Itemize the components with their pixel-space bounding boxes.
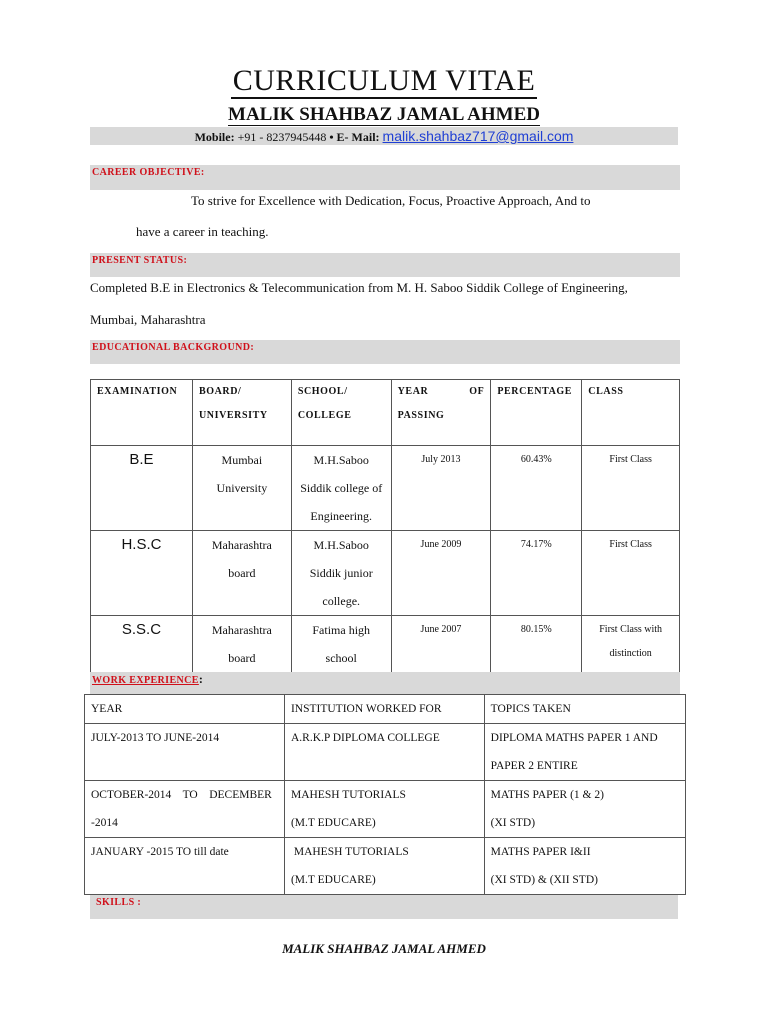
board-cell: Maharashtra board xyxy=(192,616,291,673)
percentage-cell: 74.17% xyxy=(491,531,582,616)
institution-cell: MAHESH TUTORIALS (M.T EDUCARE) xyxy=(284,838,484,895)
table-row xyxy=(91,616,680,673)
school-cell: M.H.Saboo Siddik college of Engineering. xyxy=(291,446,391,531)
email-label: E- Mail: xyxy=(336,130,380,144)
institution-cell: A.R.K.P DIPLOMA COLLEGE xyxy=(284,724,484,781)
career-objective-line1: To strive for Excellence with Dedication, Focus, Proactive Approach, And to xyxy=(191,193,591,208)
email-link[interactable]: malik.shahbaz717@gmail.com xyxy=(382,128,574,144)
mobile-label: Mobile: xyxy=(194,130,235,144)
school-cell: Fatima high school xyxy=(291,616,391,673)
table-row xyxy=(91,531,680,616)
document-title: CURRICULUM VITAE xyxy=(232,64,536,97)
header-board: BOARD/ UNIVERSITY xyxy=(192,380,291,446)
year-cell: July 2013 xyxy=(391,446,491,531)
header-topics: TOPICS TAKEN xyxy=(484,695,685,724)
board-cell: Maharashtra board xyxy=(192,531,291,616)
table-row xyxy=(85,838,686,895)
education-table xyxy=(90,379,680,673)
exam-cell: B.E xyxy=(91,446,193,531)
present-status-heading: PRESENT STATUS: xyxy=(90,253,680,277)
topics-cell: DIPLOMA MATHS PAPER 1 AND PAPER 2 ENTIRE xyxy=(484,724,685,781)
mobile-value: +91 - 8237945448 xyxy=(237,130,327,144)
table-row xyxy=(91,446,680,531)
contact-bar xyxy=(90,127,678,145)
class-cell: First Class with distinction xyxy=(582,616,680,673)
table-row xyxy=(85,781,686,838)
class-cell: First Class xyxy=(582,446,680,531)
topics-cell: MATHS PAPER I&II (XI STD) & (XII STD) xyxy=(484,838,685,895)
education-heading: EDUCATIONAL BACKGROUND: xyxy=(90,340,680,364)
career-objective-line2: have a career in teaching. xyxy=(136,224,269,239)
header-school: SCHOOL/ COLLEGE xyxy=(291,380,391,446)
career-objective-heading: CAREER OBJECTIVE: xyxy=(90,165,680,190)
present-status-line1: Completed B.E in Electronics & Telecommunication from M. H. Saboo Siddik College of Engineering, xyxy=(90,280,628,295)
class-cell: First Class xyxy=(582,531,680,616)
work-header-row xyxy=(85,695,686,724)
percentage-cell: 60.43% xyxy=(491,446,582,531)
year-cell: June 2009 xyxy=(391,531,491,616)
topics-cell: MATHS PAPER (1 & 2) (XI STD) xyxy=(484,781,685,838)
candidate-name: MALIK SHAHBAZ JAMAL AHMED xyxy=(228,104,540,125)
year-cell: JANUARY -2015 TO till date xyxy=(85,838,285,895)
year-cell: June 2007 xyxy=(391,616,491,673)
exam-cell: S.S.C xyxy=(91,616,193,673)
education-header-row xyxy=(91,380,680,446)
header-examination: EXAMINATION xyxy=(91,380,193,446)
year-cell: OCTOBER-2014 TO DECEMBER -2014 xyxy=(85,781,285,838)
table-row xyxy=(85,724,686,781)
bullet: • xyxy=(329,130,334,144)
header-class: CLASS xyxy=(582,380,680,446)
header-year: YEAR OF PASSING xyxy=(391,380,491,446)
header-institution: INSTITUTION WORKED FOR xyxy=(284,695,484,724)
school-cell: M.H.Saboo Siddik junior college. xyxy=(291,531,391,616)
skills-heading: SKILLS : xyxy=(90,895,678,919)
year-cell: JULY-2013 TO JUNE-2014 xyxy=(85,724,285,781)
work-experience-heading: WORK EXPERIENCE: xyxy=(90,672,680,694)
percentage-cell: 80.15% xyxy=(491,616,582,673)
exam-cell: H.S.C xyxy=(91,531,193,616)
header-percentage: PERCENTAGE xyxy=(491,380,582,446)
present-status-line2: Mumbai, Maharashtra xyxy=(90,312,206,327)
work-table xyxy=(84,694,686,895)
institution-cell: MAHESH TUTORIALS (M.T EDUCARE) xyxy=(284,781,484,838)
board-cell: Mumbai University xyxy=(192,446,291,531)
footer-name: MALIK SHAHBAZ JAMAL AHMED xyxy=(282,941,486,956)
header-year: YEAR xyxy=(85,695,285,724)
